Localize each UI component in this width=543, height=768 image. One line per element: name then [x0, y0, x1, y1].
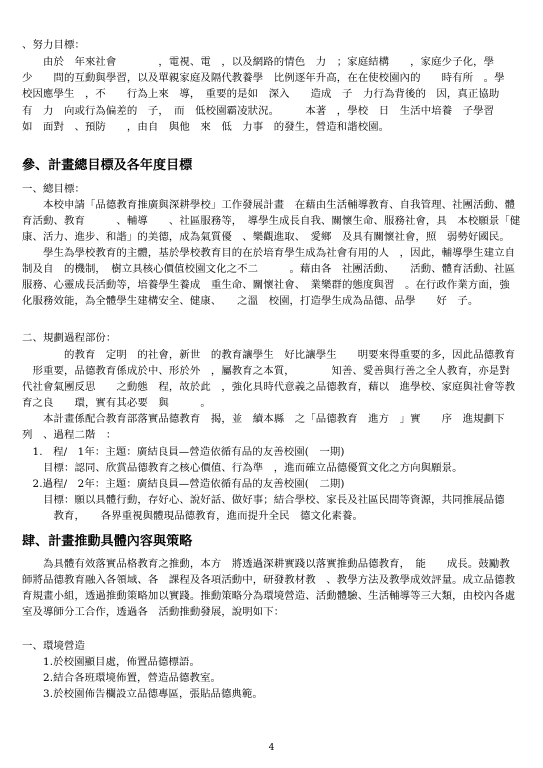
- body-line: 有 力 向或行為偏差的 子， 而 低校園霸凌狀況。 本著 ，學校 日 生活中培養 子學習: [22, 105, 495, 117]
- page-number: 4: [268, 743, 275, 753]
- list-item-goal: 教育， 各界重視與體現品德教育，進而提升全民 德文化素養。: [22, 510, 363, 522]
- body-line: 服務、心靈成長活動等，培養學生養成 重生命、關懷社會、 業樂群的態度與習 。在行政作業方面，強: [22, 279, 510, 291]
- section-heading-3: 參、計畫總目標及各年度目標: [22, 158, 193, 173]
- body-line: 學生為學校教育的主體，基於學校教育目的在於培育學生成為社會有用的人 ，因此，輔導學生建立自: [22, 247, 516, 259]
- body-line: 的教育 定明 的社會，新世 的教育讓學生 好比讓學生 明要來得重要的多，因此品德教育: [22, 349, 516, 361]
- body-line: 育之良 環，實有其必要 與 。: [22, 397, 211, 409]
- body-line: 育規畫小組，透過推動策略加以實踐。推動策略分為環境營造、活動體驗、生活輔導等三大類，由校內各處: [22, 590, 516, 602]
- body-line: 列 、過程二階 ：: [22, 429, 117, 441]
- body-line: 本計畫係配合教育部落實品德教育 揭，並 續本縣 之「品德教育 進方 」實 序 進規劃下: [22, 413, 505, 425]
- body-line: 形重要，品德教育係成於中、形於外 ，屬教育之本質， 知善、愛善與行善之全人教育，亦是對: [22, 365, 510, 377]
- body-line: 化服務效能，為全體學生建構安全、健康、 之溫 校園，打造學生成為品德、品學 好 子。: [22, 295, 479, 307]
- body-line: 室及導師分工合作，透過各 活動推動發展，說明如下：: [22, 606, 285, 618]
- body-line: 育活動、教育 、輔導 、社區服務等， 導學生成長自我、關懷生命、服務社會，具 本校願景「健: [22, 215, 521, 227]
- body-line: 由於 年來社會 ，電視、電 ，以及網路的情色 力 ；家庭結構 ，家庭少子化，學: [22, 56, 495, 68]
- body-line: 制及自 的機制， 樹立具核心價值校園文化之不二 。藉由各 社團活動、 活動、體育活動、社區: [22, 263, 516, 275]
- body-line: 校因應學生 ，不 行為上來 導， 重要的是如 深入 造成 子 力行為背後的 因，真正協助: [22, 88, 500, 100]
- body-line: 如 面對 、預防 ，由自 與他 來 低 力事 的發生，營造和諧校園。: [22, 121, 390, 133]
- body-line: 代社會氣團反思 之動態 程，故於此 ，強化具時代意義之品德教育，藉以 進學校、家庭與社會等教: [22, 381, 516, 393]
- list-item: 2.結合各班環境佈置，營造品德教室。: [22, 672, 221, 684]
- body-line: 康、活力、進步、和諧」的美德，成為氣質優 、樂觀進取、 愛鄉 及具有關懷社會，照 弱勢好國民。: [22, 231, 510, 243]
- subsection-heading: 一、總目標：: [22, 183, 85, 195]
- list-item: 1. 程/ 1年：主題：廣結良員—營造依循有品的友善校園( 一期): [22, 446, 345, 458]
- body-line: 少 問的互動與學習，以及單親家庭及隔代教養學 比例逐年升高，在在使校園內的 時有所 。學: [22, 72, 505, 84]
- list-item: 3.於校園佈告欄設立品德專區，張貼品德典範。: [22, 688, 263, 700]
- section-heading-4: 肆、計畫推動具體內容與策略: [22, 534, 193, 549]
- list-item: 1.於校園顯目處，佈置品德標語。: [22, 656, 200, 668]
- goal-heading: 、努力目標：: [22, 39, 85, 51]
- list-item: 2.過程/ 2年：主題：廣結良員—營造依循有品的友善校園( 二期): [22, 478, 345, 490]
- body-line: 師將品德教育融入各領域、各 課程及各項活動中，研發教材教 、教學方法及教學成效評量。成立品德教: [22, 574, 516, 586]
- body-line: 為具體有效落實品格教育之推動，本方 將透過深耕實踐以落實推動品德教育， 能 成長。鼓勵教: [22, 558, 510, 570]
- subsection-heading: 二、規劃過程部份：: [22, 332, 117, 344]
- list-item-goal: 目標：願以具體行動，存好心、說好話、做好事；結合學校、家長及社區民間等資源，共同推展品德: [22, 494, 505, 506]
- subsection-heading: 一、環境營造: [22, 640, 85, 652]
- body-line: 本校申請「品德教育推廣與深耕學校」工作發展計畫 在藉由生活輔導教育、自我管理、社團活動、體: [22, 199, 516, 211]
- list-item-goal: 目標：認同、欣賞品德教育之核心價值、行為準 ，進而確立品德優質文化之方向與願景。: [22, 462, 463, 474]
